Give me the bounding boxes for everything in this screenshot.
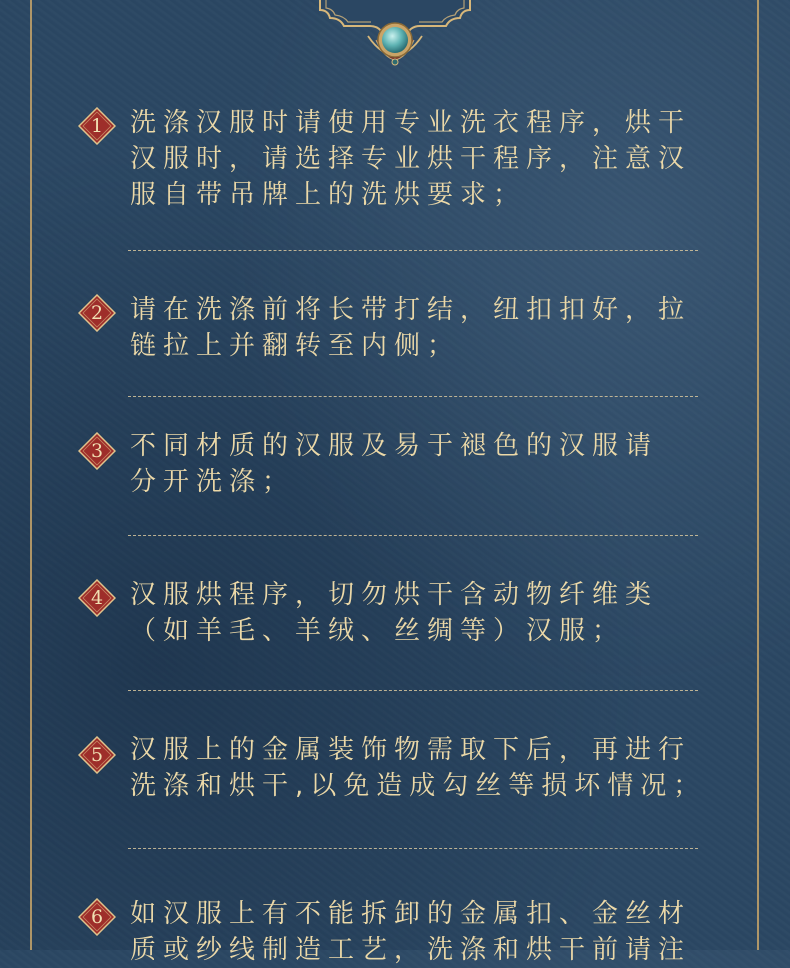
item-line: 汉服时，请选择专业烘干程序，注意汉 <box>130 144 692 174</box>
dashed-divider <box>128 250 698 251</box>
item-line: 不同材质的汉服及易于褪色的汉服请 <box>130 431 659 461</box>
top-ornament-icon <box>318 0 472 72</box>
item-number: 5 <box>90 744 104 766</box>
item-line: 洗涤汉服时请使用专业洗衣程序，烘干 <box>130 108 692 138</box>
item-line: 请在洗涤前将长带打结，纽扣扣好，拉 <box>130 295 692 325</box>
item-number: 3 <box>90 440 104 462</box>
item-number: 4 <box>90 587 104 609</box>
item-line: 服自带吊牌上的洗烘要求； <box>130 180 527 210</box>
item-line: 汉服烘程序，切勿烘干含动物纤维类 <box>130 580 659 610</box>
dashed-divider <box>128 690 698 691</box>
item-line: 链拉上并翻转至内侧； <box>130 331 461 361</box>
item-line: 如汉服上有不能拆卸的金属扣、金丝材 <box>130 899 692 929</box>
dashed-divider <box>128 535 698 536</box>
item-number: 6 <box>90 906 104 928</box>
item-line: 质或纱线制造工艺，洗涤和烘干前请注 <box>130 935 692 965</box>
dashed-divider <box>128 848 698 849</box>
right-frame-line <box>757 0 759 950</box>
dashed-divider <box>128 396 698 397</box>
item-line: （如羊毛、羊绒、丝绸等）汉服； <box>130 616 626 646</box>
item-line: 分开洗涤； <box>130 467 296 497</box>
item-number: 2 <box>90 302 104 324</box>
item-number: 1 <box>90 115 104 137</box>
item-line: 汉服上的金属装饰物需取下后，再进行 <box>130 735 692 765</box>
item-line: 洗涤和烘干,以免造成勾丝等损坏情况； <box>130 771 707 801</box>
left-frame-line <box>30 0 32 950</box>
